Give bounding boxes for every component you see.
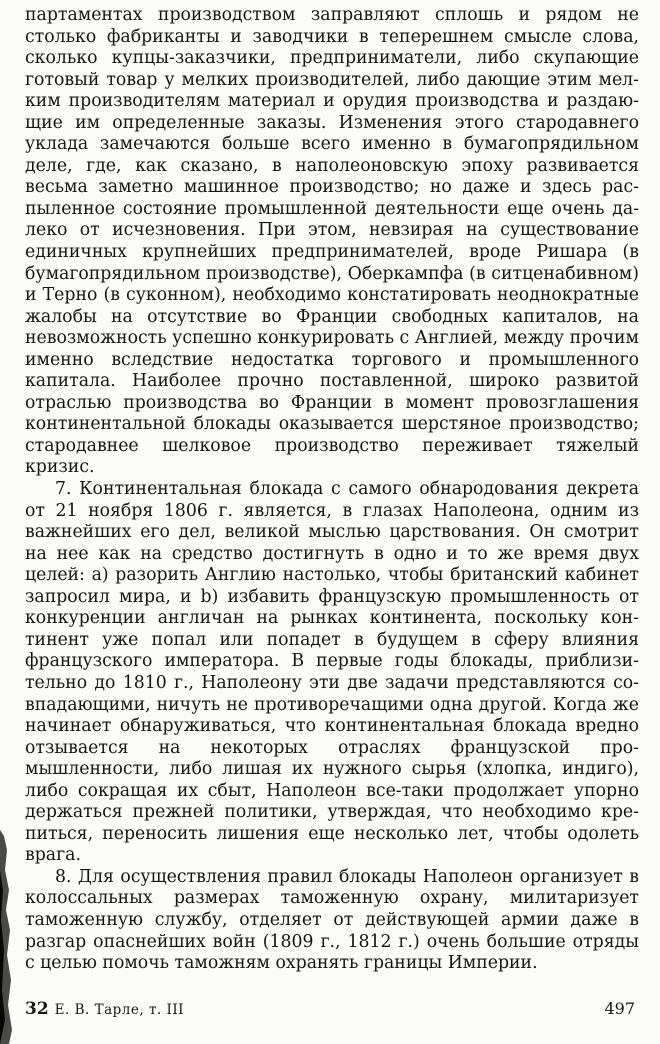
- signature-label: Е. В. Тарле, т. III: [54, 1002, 185, 1018]
- signature-number: 32: [25, 999, 49, 1019]
- paragraph-continuation: партаментах производством заправляют сплошь и рядом не столько фабриканты и заводчики в теперешнем смысле слова, сколько купцы-заказчики, предприниматели, либо скупающие готовый товар у мелких производителей, либо дающие этим мелким производителям материал и орудия производства и раздающие им определенные заказы. Изменения этого стародавнего уклада замечаются больше всего именно в бумагопрядильном деле, где, как сказано, в наполеоновскую эпоху развивается весьма заметно машинное производство; но даже и здесь распыленное состояние промышленной деятельности еще очень далеко от исчезновения. При этом, невзирая на существование единичных крупнейших предпринимателей, вроде Ришара (в бумагопрядильном производстве), Оберкампфа (в ситценабивном) и Терно (в суконном), необходимо констатировать неоднократные жалобы на отсутствие во Франции свободных капиталов, на невозможность успешно конкурировать с Англией, между прочим именно вследствие недостатка торгового и промышленного капитала. Наиболее прочно поставленной, широко развитой отраслью производства во Франции в момент провозглашения континентальной блокады оказывается шерстяное производство; стародавнее шелковое производство переживает тяжелый кризис.: [25, 5, 639, 478]
- binding-edge-shadow: [0, 830, 18, 1044]
- paragraph-8: 8. Для осуществления правил блокады Наполеон организует в колоссальных размерах таможенную охрану, милитаризует таможенную службу, отделяет от действующей армии даже в разгар опаснейших войн (1809 г., 1812 г.) очень большие отряды с целью помочь таможням охранять границы Империи.: [25, 866, 639, 974]
- book-page: [25, 5, 639, 1039]
- printer-signature: [25, 999, 184, 1019]
- page-footer: [25, 997, 639, 1023]
- page-number: 497: [604, 999, 635, 1018]
- body-text: [25, 5, 639, 975]
- paragraph-7: 7. Континентальная блокада с самого обнародования декрета от 21 ноября 1806 г. является, в глазах Наполеона, одним из важнейших его дел, великой мыслью царствования. Он смотрит на нее как на средство достигнуть в одно и то же время двух целей: a) разорить Англию настолько, чтобы британский кабинет запросил мира, и b) избавить французскую промышленность от конкуренции англичан на рынках континента, поскольку континент уже попал или попадет в будущем в сферу влияния французского императора. В первые годы блокады, приблизительно до 1810 г., Наполеону эти две задачи представляются совпадающими, ничуть не противоречащими одна другой. Когда же начинает обнаруживаться, что континентальная блокада вредно отзывается на некоторых отраслях французской промышленности, либо лишая их нужного сырья (хлопка, индиго), либо сокращая их сбыт, Наполеон все-таки продолжает упорно держаться прежней политики, утверждая, что необходимо крепиться, переносить лишения еще несколько лет, чтобы одолеть врага.: [25, 479, 639, 866]
